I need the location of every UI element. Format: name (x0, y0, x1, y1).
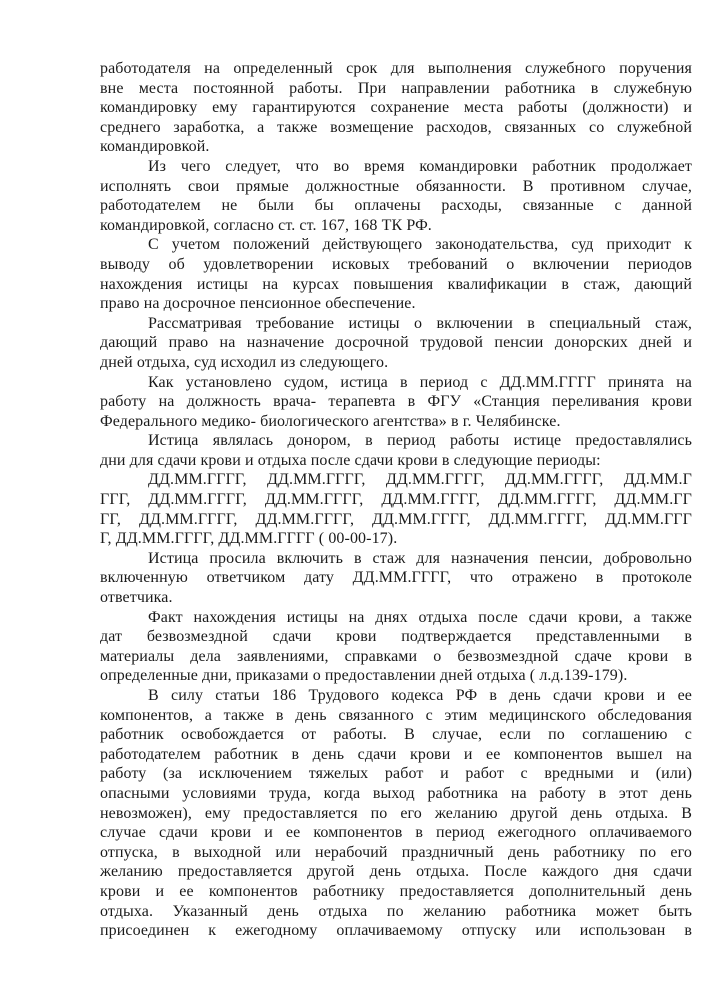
text-line: нахождения истицы на курсах повышения квалификации в стаж, дающий (100, 275, 692, 293)
paragraph (100, 235, 692, 313)
text-line: Как установлено судом, истица в период с ДД.ММ.ГГГГ принята на (148, 373, 692, 391)
text-line: исполнять свои прямые должностные обязанности. В противном случае, (100, 177, 692, 195)
text-line: дни для сдачи крови и отдыха после сдачи крови в следующие периоды: (100, 451, 601, 469)
text-line: желанию предоставляется другой день отдыха. После каждого дня сдачи (100, 863, 692, 881)
text-line: дней отдыха, суд исходил из следующего. (100, 353, 389, 371)
text-line: среднего заработка, а также возмещение расходов, связанных со служебной (100, 118, 692, 136)
text-line: командировку ему гарантируются сохранение места работы (должности) и (100, 99, 692, 117)
text-line: работодателем работник в день сдачи крови и ее компонентов вышел на (100, 745, 692, 763)
paragraph (100, 608, 692, 686)
paragraph (100, 470, 692, 548)
text-line: Из чего следует, что во время командировки работник продолжает (148, 157, 692, 175)
text-line: случае сдачи крови и ее компонентов в период ежегодного оплачиваемого (100, 824, 692, 842)
text-line: Г, ДД.ММ.ГГГГ, ДД.ММ.ГГГГ ( 00-00-17). (100, 530, 398, 548)
paragraph (100, 373, 692, 432)
paragraph (100, 431, 692, 470)
text-line: определенные дни, приказами о предоставлении дней отдыха ( л.д.139-179). (100, 667, 628, 685)
text-line: ответчика. (100, 589, 173, 607)
text-line: право на досрочное пенсионное обеспечение. (100, 295, 416, 313)
text-line: ДД.ММ.ГГГГ, ДД.ММ.ГГГГ, ДД.ММ.ГГГГ, ДД.ММ.ГГГГ, ДД.ММ.Г (148, 471, 692, 489)
text-line: Рассматривая требование истицы о включении в специальный стаж, (148, 314, 692, 332)
text-line: ГГ, ДД.ММ.ГГГГ, ДД.ММ.ГГГГ, ДД.ММ.ГГГГ, ДД.ММ.ГГГГ, ДД.ММ.ГГГ (100, 510, 692, 528)
paragraph (100, 157, 692, 235)
text-line: командировкой. (100, 138, 210, 156)
text-line: дающий право на назначение досрочной трудовой пенсии донорских дней и (100, 334, 692, 352)
text-line: отпуска, в выходной или нерабочий праздничный день работнику по его (100, 843, 692, 861)
text-line: Истица просила включить в стаж для назначения пенсии, добровольно (148, 549, 692, 567)
text-line: дат безвозмездной сдачи крови подтверждается представленными в (100, 628, 692, 646)
text-line: Факт нахождения истицы на днях отдыха после сдачи крови, а также (148, 608, 692, 626)
text-line: компонентов, а также в день связанного с этим медицинского обследования (100, 706, 692, 724)
text-line: включенную ответчиком дату ДД.ММ.ГГГГ, что отражено в протоколе (100, 569, 692, 587)
text-line: вне места постоянной работы. При направлении работника в служебную (100, 79, 692, 97)
text-line: В силу статьи 186 Трудового кодекса РФ в день сдачи крови и ее (148, 687, 692, 704)
text-line: материалы дела заявлениями, справками о безвозмездной сдаче крови в (100, 647, 692, 665)
paragraph (100, 686, 692, 941)
text-line: работодателя на определенный срок для выполнения служебного поручения (100, 60, 692, 77)
text-line: присоединен к ежегодному оплачиваемому отпуску или использован в (100, 922, 692, 940)
text-line: Истица являлась донором, в период работы истице предоставлялись (148, 432, 692, 450)
text-line: работу на должность врача- терапевта в ФГУ «Станция переливания крови (100, 393, 692, 411)
text-line: ГГГ, ДД.ММ.ГГГГ, ДД.ММ.ГГГГ, ДД.ММ.ГГГГ, ДД.ММ.ГГГГ, ДД.ММ.ГГ (100, 491, 692, 509)
text-line: работу (за исключением тяжелых работ и работ с вредными и (или) (100, 765, 692, 783)
text-line: опасными условиями труда, когда выход работника на работу в этот день (100, 784, 692, 802)
text-line: крови и ее компонентов работнику предоставляется дополнительный день (100, 882, 692, 900)
paragraph (100, 314, 692, 373)
text-line: С учетом положений действующего законодательства, суд приходит к (148, 236, 692, 254)
text-line: работник освобождается от работы. В случае, если по соглашению с (100, 726, 692, 744)
text-line: выводу об удовлетворении исковых требований о включении периодов (100, 255, 692, 273)
paragraph (100, 59, 692, 157)
text-line: Федерального медико- биологического агентства» в г. Челябинске. (100, 412, 561, 430)
text-line: командировкой, согласно ст. ст. 167, 168 ТК РФ. (100, 216, 432, 234)
text-column (100, 59, 692, 941)
text-line: отдыха. Указанный день отдыха по желанию работника может быть (100, 902, 692, 920)
text-line: невозможен), ему предоставляется по его желанию другой день отдыха. В (100, 804, 692, 822)
text-line: работодателем не были бы оплачены расходы, связанные с данной (100, 197, 692, 215)
paragraph (100, 549, 692, 608)
